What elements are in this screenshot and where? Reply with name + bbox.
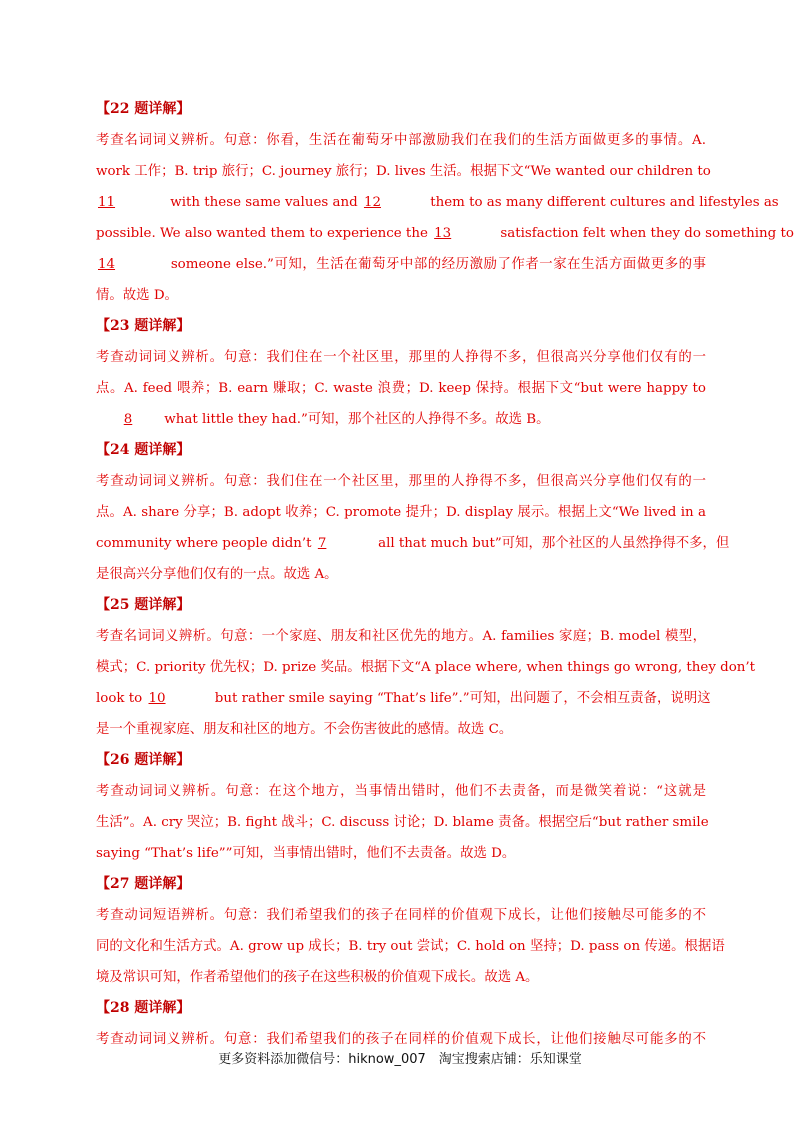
blank-14: 14 <box>98 257 116 272</box>
q25-section <box>96 590 756 745</box>
q26-section <box>96 745 709 869</box>
q23-heading: 【23 题详解】 <box>96 318 191 334</box>
q26-line-1: 考查动词词义辨析。句意：在这个地方，当事情出错时，他们不去责备，而是微笑着说：“这就是 <box>96 784 706 799</box>
q22-section <box>96 94 794 311</box>
q24-section <box>96 435 730 590</box>
q28-line-1: 考查动词词义辨析。句意：我们希望我们的孩子在同样的价值观下成长，让他们接触尽可能多的不 <box>96 1032 706 1047</box>
q22-line-3-text-b: them to as many different cultures and lifestyles as <box>430 195 779 210</box>
blank-7: 7 <box>317 536 327 551</box>
q27-line-3: 境及常识可知，作者希望他们的孩子在这些积极的价值观下成长。故选 A。 <box>96 970 539 985</box>
q24-heading: 【24 题详解】 <box>96 442 191 458</box>
q22-line-1: 考查名词词义辨析。句意：你看，生活在葡萄牙中部激励我们在我们的生活方面做更多的事情。A. <box>96 133 706 148</box>
q22-heading: 【22 题详解】 <box>96 101 191 117</box>
q22-line-3-text-a: with these same values and <box>170 195 358 210</box>
page-footer: 更多资料添加微信号：hiknow_007 淘宝搜索店铺：乐知课堂 <box>218 1052 582 1067</box>
blank-12: 12 <box>363 195 381 210</box>
q22-line-4 <box>96 218 794 249</box>
q24-line-3-text-b: all that much but”可知，那个社区的人虽然挣得不多，但 <box>378 536 730 551</box>
q22-line-5-text: someone else.”可知，生活在葡萄牙中部的经历激励了作者一家在生活方面做更多的事 <box>170 257 706 272</box>
blank-10: 10 <box>148 691 166 706</box>
q24-line-3 <box>96 528 730 559</box>
q23-line-3 <box>96 404 706 435</box>
q22-line-3 <box>96 187 779 218</box>
q23-section <box>96 311 706 435</box>
q26-heading: 【26 题详解】 <box>96 752 191 768</box>
q23-line-2: 点。A. feed 喂养；B. earn 赚取；C. waste 浪费；D. keep 保持。根据下文“but were happy to <box>96 381 706 396</box>
blank-11: 11 <box>98 195 116 210</box>
q25-line-1: 考查名词词义辨析。句意：一个家庭、朋友和社区优先的地方。A. families 家庭；B. model 模型， <box>96 629 706 644</box>
q22-line-2: work 工作；B. trip 旅行；C. journey 旅行；D. lives 生活。根据下文“We wanted our children to <box>96 164 711 179</box>
q25-line-3-text-a: look to <box>96 691 143 706</box>
answer-explanations <box>96 94 794 1055</box>
q24-line-2: 点。A. share 分享；B. adopt 收养；C. promote 提升；D. display 展示。根据上文“We lived in a <box>96 505 706 520</box>
q22-line-6: 情。故选 D。 <box>96 288 178 303</box>
q22-line-5 <box>96 249 706 280</box>
q28-heading: 【28 题详解】 <box>96 1000 191 1016</box>
q27-line-2: 同的文化和生活方式。A. grow up 成长；B. try out 尝试；C. hold on 坚持；D. pass on 传递。根据语 <box>96 939 725 954</box>
q27-section <box>96 869 725 993</box>
q24-line-3-text-a: community where people didn’t <box>96 536 312 551</box>
q23-line-1: 考查动词词义辨析。句意：我们住在一个社区里，那里的人挣得不多，但很高兴分享他们仅有的一 <box>96 350 706 365</box>
q28-section <box>96 993 706 1055</box>
q24-line-1: 考查动词词义辨析。句意：我们住在一个社区里，那里的人挣得不多，但很高兴分享他们仅有的一 <box>96 474 706 489</box>
q23-line-3-text: what little they had.”可知，那个社区的人挣得不多。故选 B。 <box>164 412 550 427</box>
q24-line-4: 是很高兴分享他们仅有的一点。故选 A。 <box>96 567 338 582</box>
q25-line-2: 模式；C. priority 优先权；D. prize 奖品。根据下文“A place where, when things go wrong, they don’t <box>96 660 756 675</box>
q25-line-4: 是一个重视家庭、朋友和社区的地方。不会伤害彼此的感情。故选 C。 <box>96 722 513 737</box>
q26-line-2: 生活”。A. cry 哭泣；B. fight 战斗；C. discuss 讨论；D. blame 责备。根据空后“but rather smile <box>96 815 709 830</box>
q27-line-1: 考查动词短语辨析。句意：我们希望我们的孩子在同样的价值观下成长，让他们接触尽可能多的不 <box>96 908 706 923</box>
q26-line-3: saying “That’s life””可知，当事情出错时，他们不去责备。故选 D。 <box>96 846 516 861</box>
q22-line-4-text-b: satisfaction felt when they do something to <box>500 226 794 241</box>
q27-heading: 【27 题详解】 <box>96 876 191 892</box>
q25-heading: 【25 题详解】 <box>96 597 191 613</box>
q25-line-3 <box>96 683 711 714</box>
q25-line-3-text-b: but rather smile saying “That’s life”.”可知，出问题了，不会相互责备，说明这 <box>214 691 711 706</box>
blank-13: 13 <box>434 226 452 241</box>
q22-line-4-text-a: possible. We also wanted them to experience the <box>96 226 428 241</box>
blank-8: 8 <box>123 412 133 427</box>
